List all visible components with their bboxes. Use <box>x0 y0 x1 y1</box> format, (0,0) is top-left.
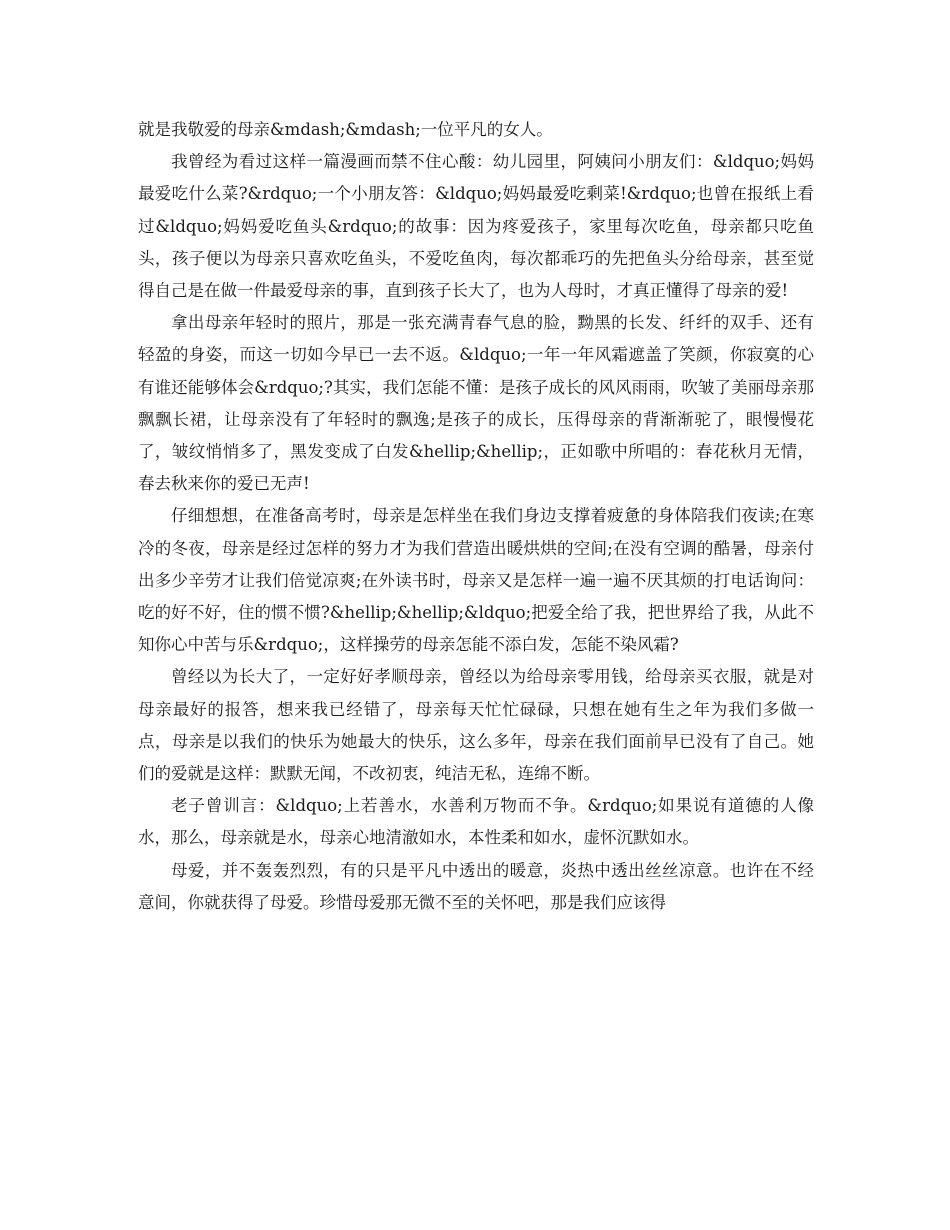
paragraph-4: 仔细想想，在准备高考时，母亲是怎样坐在我们身边支撑着疲惫的身体陪我们夜读;在寒冷的冬夜，母亲是经过怎样的努力才为我们营造出暖烘烘的空间;在没有空调的酷暑，母亲付出多少辛劳才让我们倍觉凉爽;在外读书时，母亲又是怎样一遍一遍不厌其烦的打电话询问：吃的好不好，住的惯不惯?&hellip;&hellip;&ldquo;把爱全给了我，把世界给了我，从此不知你心中苦与乐&rdquo;，这样操劳的母亲怎能不添白发，怎能不染风霜? <box>138 506 814 655</box>
paragraph-5: 曾经以为长大了，一定好好孝顺母亲，曾经以为给母亲零用钱，给母亲买衣服，就是对母亲最好的报答，想来我已经错了，母亲每天忙忙碌碌，只想在她有生之年为我们多做一点，母亲是以我们的快乐为她最大的快乐，这么多年，母亲在我们面前早已没有了自己。她们的爱就是这样：默默无闻，不改初衷，纯洁无私，连绵不断。 <box>138 667 814 784</box>
body-text <box>138 114 814 919</box>
paragraph-6: 老子曾训言：&ldquo;上若善水，水善利万物而不争。&rdquo;如果说有道德的人像水，那么，母亲就是水，母亲心地清澈如水，本性柔和如水，虚怀沉默如水。 <box>138 796 814 848</box>
paragraph-1: 就是我敬爱的母亲&mdash;&mdash;一位平凡的女人。 <box>138 120 553 139</box>
paragraph-2: 我曾经为看过这样一篇漫画而禁不住心酸：幼儿园里，阿姨问小朋友们：&ldquo;妈妈最爱吃什么菜?&rdquo;一个小朋友答：&ldquo;妈妈最爱吃剩菜!&rdquo;也曾在报纸上看过&ldquo;妈妈爱吃鱼头&rdquo;的故事：因为疼爱孩子，家里每次吃鱼，母亲都只吃鱼头，孩子便以为母亲只喜欢吃鱼头，不爱吃鱼肉，每次都乖巧的先把鱼头分给母亲，甚至觉得自己是在做一件最爱母亲的事，直到孩子长大了，也为人母时，才真正懂得了母亲的爱! <box>138 152 814 301</box>
paragraph-7: 母爱，并不轰轰烈烈，有的只是平凡中透出的暖意，炎热中透出丝丝凉意。也许在不经意间，你就获得了母爱。珍惜母爱那无微不至的关怀吧，那是我们应该得 <box>138 860 814 912</box>
paragraph-3: 拿出母亲年轻时的照片，那是一张充满青春气息的脸，黝黑的长发、纤纤的双手、还有轻盈的身姿，而这一切如今早已一去不返。&ldquo;一年一年风霜遮盖了笑颜，你寂寞的心有谁还能够体会&rdquo;?其实，我们怎能不懂：是孩子成长的风风雨雨，吹皱了美丽母亲那飘飘长裙，让母亲没有了年轻时的飘逸;是孩子的成长，压得母亲的背渐渐驼了，眼慢慢花了，皱纹悄悄多了，黑发变成了白发&hellip;&hellip;，正如歌中所唱的：春花秋月无情，春去秋来你的爱已无声! <box>138 313 814 494</box>
